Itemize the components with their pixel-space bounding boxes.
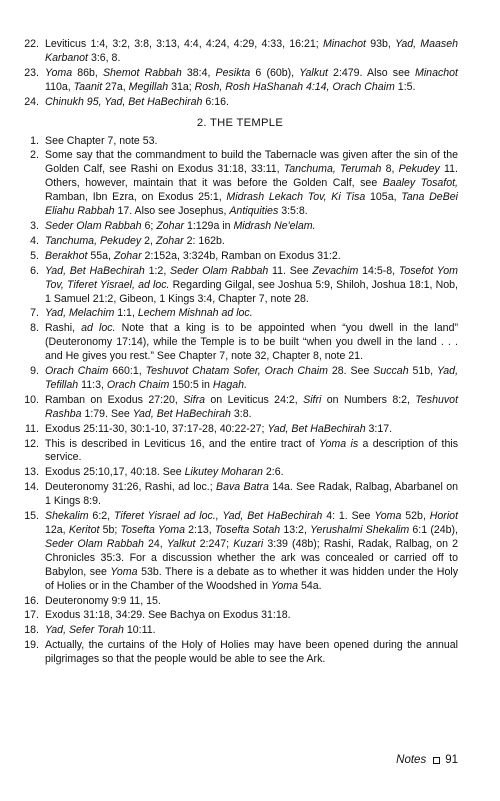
note-text: Yad, Bet HaBechirah 1:2, Seder Olam Rabbah 11. See Zevachim 14:5-8, Tosefot Yom Tov, Tiferet Yisrael, ad loc. Regarding Gilgal, see Joshua 5:9, Shiloh, Joshua 18:1, Nob, 1 Samuel 21:2, Gibeon, 1 Kings 3:4, Chapter 7, note 28. (45, 264, 458, 305)
note-item (22, 220, 458, 234)
note-item (22, 265, 458, 307)
note-number: 15. (24, 510, 39, 523)
note-item (22, 250, 458, 264)
note-text: Yad, Melachim 1:1, Lechem Mishnah ad loc. (45, 307, 253, 320)
note-number: 5. (30, 249, 39, 262)
note-text: Deuteronomy 9:9 11, 15. (45, 594, 161, 607)
note-item (22, 510, 458, 593)
note-number: 23. (24, 66, 39, 79)
note-text: Rashi, ad loc. Note that a king is to be appointed when “you dwell in the land” (Deuteronomy 17:14), while the Temple is to be built “when you dwell in the land . . . and He gives you rest.” See Chapter 7, note 32, Chapter 8, note 21. (45, 322, 458, 363)
note-number: 24. (24, 95, 39, 108)
note-item (22, 639, 458, 667)
note-text: Shekalim 6:2, Tiferet Yisrael ad loc., Yad, Bet HaBechirah 4: 1. See Yoma 52b, Horiot 12a, Keritot 5b; Tosefta Yoma 2:13, Tosefta Sotah 13:2, Yerushalmi Shekalim 6:1 (24b), Seder Olam Rabbah 24, Yalkut 2:247; Kuzari 3:39 (48b); Rashi, Radak, Ralbag, on 2 Chronicles 35:3. For a discussion whether the ark was concealed or carried off to Babylon, see Yoma 53b. There is a debate as to whether it was hidden under the Holy of Holies or in the Chamber of the Woodshed in Yoma 54a. (45, 510, 459, 592)
page-number: 91 (445, 754, 458, 766)
note-text: Leviticus 1:4, 3:2, 3:8, 3:13, 4:4, 4:24, 4:29, 4:33, 16:21; Minachot 93b, Yad, Maaseh Karbanot 3:6, 8. (45, 38, 458, 64)
note-number: 18. (24, 624, 39, 637)
note-text: Yad, Sefer Torah 10:11. (45, 624, 156, 637)
note-number: 1. (30, 134, 39, 147)
note-item (22, 96, 458, 110)
note-text: See Chapter 7, note 53. (45, 134, 158, 147)
note-item (22, 322, 458, 364)
note-text: Berakhot 55a, Zohar 2:152a, 3:324b, Ramban on Exodus 31:2. (45, 249, 341, 262)
note-number: 10. (24, 393, 39, 406)
note-number: 17. (24, 609, 39, 622)
note-item (22, 365, 458, 393)
note-number: 22. (24, 38, 39, 50)
note-item (22, 595, 458, 609)
note-number: 13. (24, 466, 39, 479)
note-item (22, 38, 458, 66)
note-text: Yoma 86b, Shemot Rabbah 38:4, Pesikta 6 (60b), Yalkut 2:479. Also see Minachot 110a, Taanit 27a, Megillah 31a; Rosh, Rosh HaShanah 4:14, Orach Chaim 1:5. (45, 66, 458, 93)
note-number: 16. (24, 594, 39, 607)
section-title: 2. THE TEMPLE (196, 116, 284, 129)
note-item (22, 609, 458, 623)
note-text: Tanchuma, Pekudey 2, Zohar 2: 162b. (45, 234, 225, 247)
note-item (22, 423, 458, 437)
note-text: Chinukh 95, Yad, Bet HaBechirah 6:16. (45, 95, 229, 108)
note-number: 3. (30, 219, 39, 232)
page-footer (396, 754, 458, 766)
note-item (22, 438, 458, 466)
note-text: Ramban on Exodus 27:20, Sifra on Leviticus 24:2, Sifri on Numbers 8:2, Teshuvot Rashba 1:79. See Yad, Bet HaBechirah 3:8. (45, 393, 459, 420)
note-text: Orach Chaim 660:1, Teshuvot Chatam Sofer, Orach Chaim 28. See Succah 51b, Yad, Tefillah 11:3, Orach Chaim 150:5 in Hagah. (45, 365, 459, 391)
note-number: 9. (30, 365, 39, 378)
note-text: Exodus 31:18, 34:29. See Bachya on Exodus 31:18. (45, 609, 291, 622)
note-item (22, 481, 458, 509)
note-text: Some say that the commandment to build the Tabernacle was given after the sin of the Golden Calf, see Rashi on Exodus 31:18, 33:11, Tanchuma, Terumah 8, Pekudey 11. Others, however, maintain that it was before the Golden Calf, see Baaley Tosafot, Ramban, Ibn Ezra, on Exodus 25:1, Midrash Lekach Tov, Ki Tisa 105a, Tana DeBei Eliahu Rabbah 17. Also see Josephus, Antiquities 3:5:8. (45, 149, 459, 218)
note-text: Seder Olam Rabbah 6; Zohar 1:129a in Midrash Ne'elam. (45, 219, 316, 232)
note-number: 14. (24, 481, 39, 494)
note-number: 4. (30, 234, 39, 247)
note-text: Actually, the curtains of the Holy of Holies may have been opened during the annual pilgrimages so that the people would be able to see the Ark. (45, 639, 458, 666)
note-number: 19. (24, 639, 39, 652)
note-item (22, 466, 458, 480)
notes-list-the-temple (22, 135, 458, 668)
note-text: Exodus 25:10,17, 40:18. See Likutey Moharan 2:6. (45, 466, 284, 479)
note-text: Deuteronomy 31:26, Rashi, ad loc.; Bava Batra 14a. See Radak, Ralbag, Abarbanel on 1 Kings 8:9. (45, 481, 458, 508)
note-text: This is described in Leviticus 16, and the entire tract of Yoma is a description of this service. (45, 437, 459, 464)
note-item (22, 624, 458, 638)
square-ornament-icon (433, 757, 440, 764)
note-item (22, 235, 458, 249)
note-item (22, 149, 458, 219)
note-item (22, 307, 458, 321)
note-text: Exodus 25:11-30, 30:1-10, 37:17-28, 40:22-27; Yad, Bet HaBechirah 3:17. (45, 422, 393, 435)
note-item (22, 67, 458, 95)
note-item (22, 135, 458, 149)
note-number: 7. (30, 307, 39, 320)
note-number: 2. (30, 149, 39, 162)
note-number: 8. (30, 322, 39, 335)
note-number: 6. (30, 264, 39, 277)
note-item (22, 394, 458, 422)
note-number: 11. (25, 422, 39, 435)
notes-list-previous-chapter (22, 38, 458, 110)
footer-label: Notes (396, 754, 427, 766)
note-number: 12. (24, 437, 39, 450)
